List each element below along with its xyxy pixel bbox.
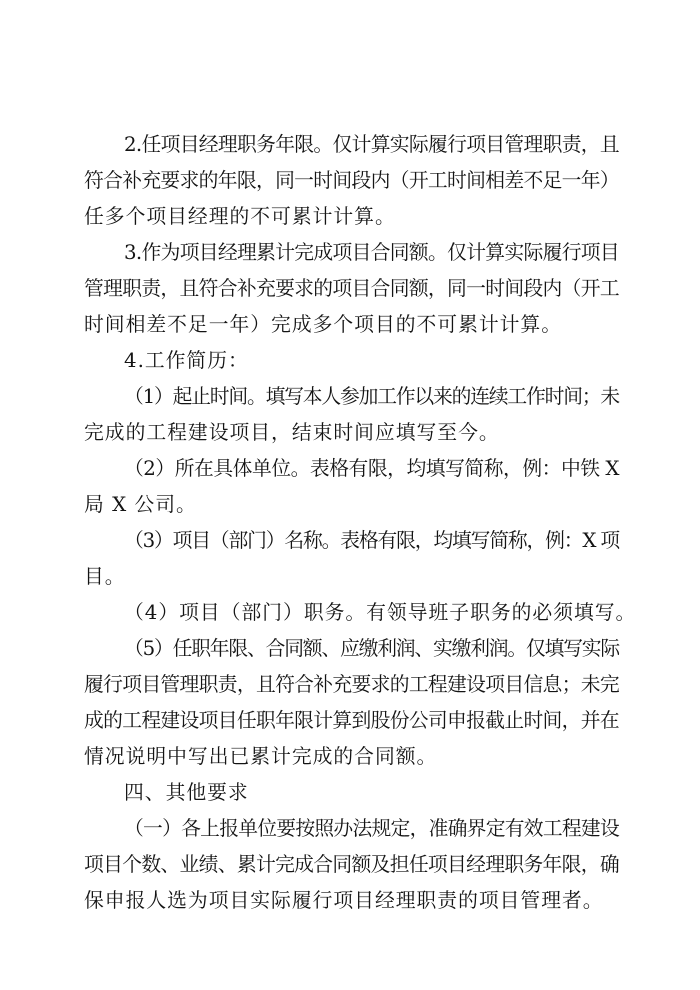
section-heading (84, 775, 619, 811)
paragraph-sub-3 (84, 523, 619, 595)
text-line: 局 X 公司。 (84, 493, 197, 516)
text-line: 履行项目管理职责，且符合补充要求的工程建设项目信息；未完 (84, 673, 619, 696)
text-line: 任多个项目经理的不可累计计算。 (84, 205, 396, 228)
text-line: （5）任职年限、合同额、应缴利润、实缴利润。仅填写实际 (124, 637, 619, 660)
text-line: 项目个数、业绩、累计完成合同额及担任项目经理职务年限，确 (84, 853, 619, 876)
paragraph-sub-1 (84, 379, 619, 451)
paragraph-item-3 (84, 235, 619, 343)
text-line: 保申报人选为项目实际履行项目经理职责的项目管理者。 (84, 889, 604, 912)
paragraph-sub-4 (84, 595, 637, 631)
text-line: （4）项目（部门）职务。有领导班子职务的必须填写。 (124, 601, 637, 624)
text-line: （1）起止时间。填写本人参加工作以来的连续工作时间；未 (124, 385, 619, 408)
text-line: （3）项目（部门）名称。表格有限，均填写简称，例：X 项 (124, 529, 619, 552)
text-line: 四、其他要求 (124, 781, 249, 804)
paragraph-sub-2 (84, 451, 619, 523)
text-line: 目。 (84, 565, 126, 588)
text-line: 时间相差不足一年）完成多个项目的不可累计计算。 (84, 313, 562, 336)
paragraph-requirement-1 (84, 811, 619, 919)
text-line: （2）所在具体单位。表格有限，均填写简称，例：中铁 X (124, 457, 619, 480)
text-line: 3.作为项目经理累计完成项目合同额。仅计算实际履行项目 (124, 241, 619, 264)
text-line: 符合补充要求的年限，同一时间段内（开工时间相差不足一年） (84, 169, 619, 192)
paragraph-item-4 (84, 343, 619, 379)
paragraph-item-2 (84, 127, 619, 235)
text-line: 4.工作简历： (124, 349, 249, 372)
text-line: （一）各上报单位要按照办法规定，准确界定有效工程建设 (124, 817, 619, 840)
text-line: 完成的工程建设项目，结束时间应填写至今。 (84, 421, 500, 444)
text-line: 2.任项目经理职务年限。仅计算实际履行项目管理职责，且 (124, 133, 619, 156)
paragraph-sub-5 (84, 631, 619, 775)
text-line: 成的工程建设项目任职年限计算到股份公司申报截止时间，并在 (84, 709, 619, 732)
text-line: 情况说明中写出已累计完成的合同额。 (84, 745, 438, 768)
text-line: 管理职责，且符合补充要求的项目合同额，同一时间段内（开工 (84, 277, 619, 300)
